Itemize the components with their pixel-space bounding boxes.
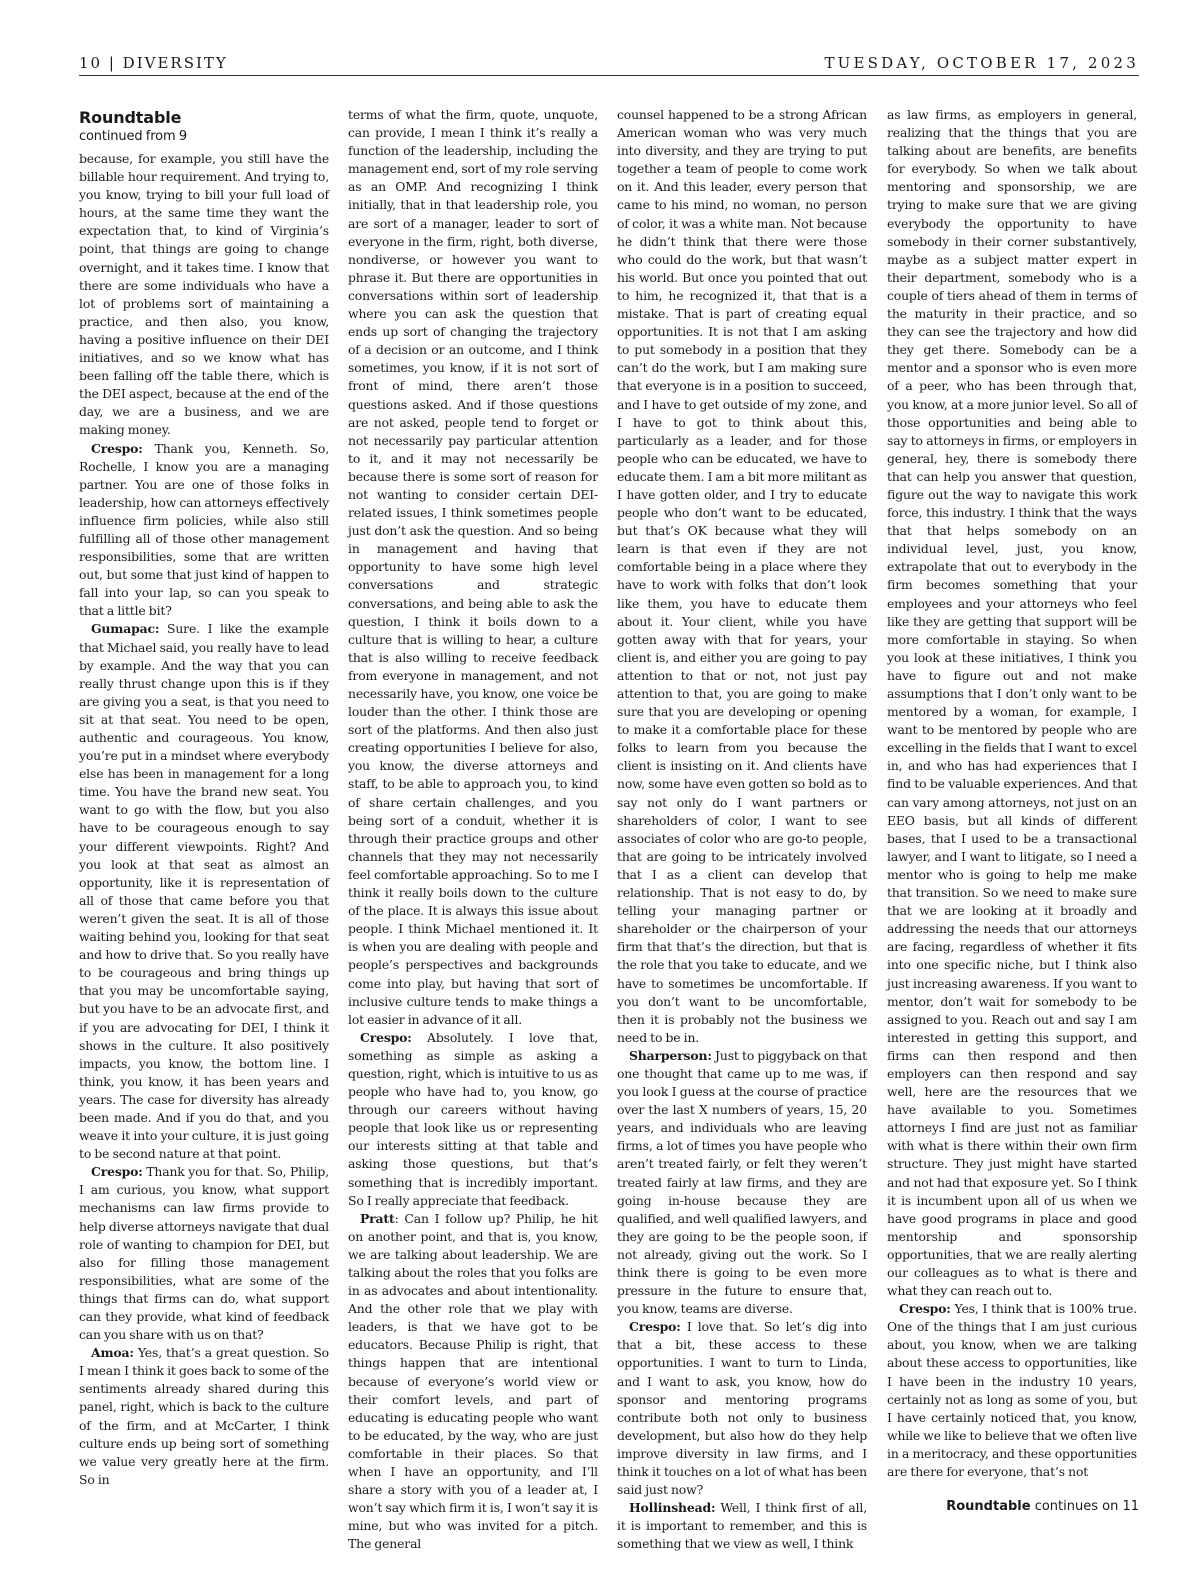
paragraph: terms of what the firm, quote, unquote, can provide, I mean I think it’s really a function of the leadership, including the management end, sort of my role serving as an OMP. And recognizing I think initially, that in that leadership role, you are sort of a manager, leader to sort of everyone in the firm, right, both diverse, nondiverse, or however you want to phrase it. But there are opportunities in conversations within sort of leadership where you can ask the question that ends up sort of changing the trajectory of a decision or an outcome, and I think sometimes, you know, if it is not sort of front of mind, there aren’t those questions asked. And if those questions are not asked, people tend to forget or not necessarily pay particular attention to it, and it may not necessarily be because there is some sort of reason for not wanting to consider certain DEI-related issues, I think sometimes people just don’t ask the question. And so being in management and having that opportunity to have some high level conversations and strategic conversations, and being able to ask the question, I think it boils down to a culture that is willing to hear, a culture that is also willing to receive feedback from everyone in management, and not necessarily have, you know, one voice be louder than the other. I think those are sort of the platforms. And then also just creating opportunities I believe for also, you know, the diverse attorneys and staff, to be able to approach you, to kind of share certain challenges, and you being sort of a conduit, whether it is through their practice groups and other channels that they may not necessarily feel comfortable approaching. So to me I think it really boils down to the culture of the place. It is always this issue about people. I think Michael mentioned it. It is when you are dealing with people and people’s perspectives and backgrounds come into play, but having that sort of inclusive culture tends to make things a lot easier in advance of it all.	[348, 107, 598, 1027]
paragraph: Amoa: Yes, that’s a great question. So I mean I think it goes back to some of the sentiments already shared during this panel, right, which is back to the culture of the firm, and at McCarter, I think culture ends up being sort of something we value very greatly here at the firm. So in	[79, 1345, 329, 1487]
column-1	[79, 106, 329, 1496]
speaker-name: Crespo:	[360, 1029, 412, 1045]
speaker-name: Sharperson:	[629, 1047, 712, 1063]
continues-text: continues on 11	[1030, 1499, 1139, 1514]
kicker-title: Roundtable	[79, 108, 182, 127]
speaker-name: Amoa:	[91, 1345, 134, 1361]
column-4	[887, 106, 1137, 1496]
paragraph: Crespo: Thank you for that. So, Philip, I am curious, you know, what support mechanisms can law firms provide to help diverse attorneys navigate that dual role of wanting to champion for DEI, but also for filling those management responsibilities, what are some of the things that firms can do, what support can they provide, what kind of feedback can you share with us on that?	[79, 1164, 329, 1343]
speaker-name: Gumapac:	[91, 621, 160, 637]
speaker-name: Crespo:	[629, 1319, 681, 1335]
paragraph: Crespo: Absolutely. I love that, something as simple as asking a question, right, which is intuitive to us as people who have had to, you know, go through our careers without having people that look like us or representing our interests sitting at that table and asking those questions, but that’s something that is incredibly important. So I really appreciate that feedback.	[348, 1029, 598, 1208]
paragraph: Pratt: Can I follow up? Philip, he hit on another point, and that is, you know, we are talking about leadership. We are talking about the roles that you folks are in as advocates and about intentionality. And the other role that we play with leaders, is that we have got to be educators. Because Philip is right, that things happen that are intentional because of everyone’s world view or their comfort levels, and part of educating is educating people who want to be educated, by the way, who are just comfortable in their places. So that when I have an opportunity, and I’ll share a story with you of a leader at, I won’t say which firm it is, I won’t say it is mine, but who was invited for a pitch. The general	[348, 1210, 598, 1552]
paragraph: because, for example, you still have the billable hour requirement. And trying to, you know, trying to bill your full load of hours, at the same time they want the expectation that, to kind of Virginia’s point, that things are going to change overnight, and it takes time. I know that there are some individuals who have a lot of problems sort of maintaining a practice, and then also, you know, having a positive influence on their DEI initiatives, and so we know what has been falling off the table there, which is the DEI aspect, because at the end of the day, we are a business, and we are making money.	[79, 151, 329, 438]
continues-note	[946, 1499, 1139, 1514]
paragraph: Sharperson: Just to piggyback on that one thought that came up to me was, if you look I guess at the course of practice over the last X numbers of years, 15, 20 years, and individuals who are leaving firms, a lot of times you have people who aren’t treated fairly, or felt they weren’t treated fairly at law firms, and they are going in-house because they are qualified, and well qualified lawyers, and they are going to be the people soon, if not already, giving out the work. So I think there is going to be even more pressure in the future to ensure that, you know, teams are diverse.	[617, 1047, 867, 1317]
paragraph: Crespo: Thank you, Kenneth. So, Rochelle, I know you are a managing partner. You are one of those folks in leadership, how can attorneys effectively influence firm policies, while also still fulfilling all of those other management responsibilities, some that are written out, but some that just kind of happen to fall into your lap, so can you speak to that a little bit?	[79, 440, 330, 619]
kicker-subtitle: continued from 9	[79, 129, 187, 144]
date-label: TUESDAY, OCTOBER 17, 2023	[824, 54, 1139, 72]
header-rule	[79, 75, 1139, 76]
column-3	[617, 106, 867, 1552]
speaker-name: Hollinshead:	[629, 1500, 716, 1516]
paragraph: Crespo: I love that. So let’s dig into that a bit, these access to these opportunities. I want to turn to Linda, and I want to ask, you know, how do sponsor and mentoring programs contribute both not only to business development, but also how do they help improve diversity in law firms, and I think it touches on a lot of what has been said just now?	[617, 1319, 867, 1498]
paragraph: Hollinshead: Well, I think first of all, it is important to remember, and this is something that we view as well, I think	[617, 1500, 867, 1552]
page-header	[79, 50, 1139, 76]
speaker-name: Crespo:	[91, 440, 143, 456]
continues-title: Roundtable	[946, 1499, 1031, 1514]
speaker-name: Pratt	[360, 1210, 395, 1226]
speaker-name: Crespo:	[899, 1301, 951, 1317]
column-2	[348, 106, 598, 1552]
paragraph: counsel happened to be a strong African American woman who was very much into diversity, and they are trying to put together a team of people to come work on it. And this leader, every person that came to his mind, no woman, no person of color, it was a white man. Not because he didn’t think that there were those who could do the work, but that wasn’t his world. But once you pointed that out to him, he recognized it, that that is a mistake. That is part of creating equal opportunities. It is not that I am asking to put somebody in a position that they can’t do the work, but I am making sure that everyone is in a position to succeed, and I have to get outside of my zone, and I have to got to think about this, particularly as a leader, and for those people who can be educated, we have to educate them. I am a bit more militant as I have gotten older, and I try to educate people who don’t want to be educated, but that’s OK because what they will learn is that even if they are not comfortable being in a place where they have to work with folks that don’t look like them, you have to educate them about it. Your client, while you have gotten away with that for years, your client is, and either you are going to pay attention to that or not, not just pay attention to that, you are going to make sure that you are developing or opening to make it a comfortable place for these folks to learn from you because the client is insisting on it. And clients have now, some have even gotten so bold as to say not only do I want partners or shareholders of color, I want to see associates of color who are go-to people, that are going to be intricately involved that I as a client can develop that relationship. That is not easy to do, by telling your managing partner or shareholder or the chairperson of your firm that that’s the direction, but that is the role that you take to educate, and we have to sometimes be uncomfortable. If you don’t want to be uncomfortable, then it is probably not the business we need to be in.	[617, 107, 867, 1045]
paragraph: as law firms, as employers in general, realizing that the things that you are talking about are benefits, are benefits for everybody. So when we talk about mentoring and sponsorship, we are trying to make sure that we are giving everybody the opportunity to have somebody in their corner substantively, maybe as a subject matter expert in their department, somebody who is a couple of tiers ahead of them in terms of the maturity in their practice, and so they can see the trajectory and how did they get there. Somebody can be a mentor and a sponsor who is even more of a peer, who has been through that, you know, at a more junior level. So all of those opportunities and being able to say to attorneys in firms, or employers in general, hey, there is somebody there that can help you answer that question, figure out the way to navigate this work force, this industry. I think that the ways that that helps somebody on an individual level, just, you know, extrapolate that out to everybody in the firm becomes something that your employees and your attorneys who feel like they are getting that support will be more comfortable in staying. So when you look at these initiatives, I think you have to figure out and not make assumptions that I don’t only want to be mentored by a woman, for example, I want to be mentored by people who are excelling in the fields that I want to excel in, and who has had experiences that I find to be valuable experiences. And that can vary among attorneys, not just on an EEO basis, but all kinds of different bases, that I used to be a transactional lawyer, and I want to litigate, so I need a mentor who is going to help me make that transition. So we need to make sure that we are looking at it broadly and addressing the needs that our attorneys are facing, regardless of whether it fits into one specific niche, but I think also just increasing awareness. If you want to mentor, don’t wait for somebody to be assigned to you. Reach out and say I am interested in getting this support, and firms can then respond and then employers can then respond and say well, here are the resources that we have available to you. Sometimes attorneys I find are just not as familiar with what is there within their own firm structure. They just might have started and not had that exposure yet. So I think it is incumbent upon all of us when we have good programs in place and good mentorship and sponsorship opportunities, that we are really alerting our colleagues as to what is there and what they can reach out to.	[887, 107, 1137, 1299]
section-label: 10 | DIVERSITY	[79, 54, 228, 72]
speaker-name: Crespo:	[91, 1164, 143, 1180]
paragraph: Gumapac: Sure. I like the example that Michael said, you really have to lead by example. And the way that you can really thrust change upon this is if they are giving you a seat, is that you need to sit at that seat. You need to be open, authentic and courageous. You know, you’re put in a mindset where everybody else has been in management for a long time. You have the brand new seat. You want to go with the flow, but you also have to be courageous enough to say your different viewpoints. Right? And you look at that seat as almost an opportunity, like it is representation of all of those that came before you that weren’t given the seat. It is all of those waiting behind you, looking for that seat and how to drive that. So you really have to be courageous and bring things up that you may be uncomfortable saying, but you have to be an advocate first, and if you are advocating for DEI, I think it shows in the culture. It also positively impacts, you know, the bottom line. I think, you know, it has been years and years. The case for diversity has already been made. And if you do that, and you weave it into your culture, it is just going to be second nature at that point.	[79, 621, 329, 1162]
paragraph: Crespo: Yes, I think that is 100% true. One of the things that I am just curious about, you know, when we are talking about these access to opportunities, like I have been in the industry 10 years, certainly not as long as some of you, but I have certainly noticed that, you know, while we like to believe that we often live in a meritocracy, and these opportunities are there for everyone, that’s not	[887, 1301, 1137, 1480]
